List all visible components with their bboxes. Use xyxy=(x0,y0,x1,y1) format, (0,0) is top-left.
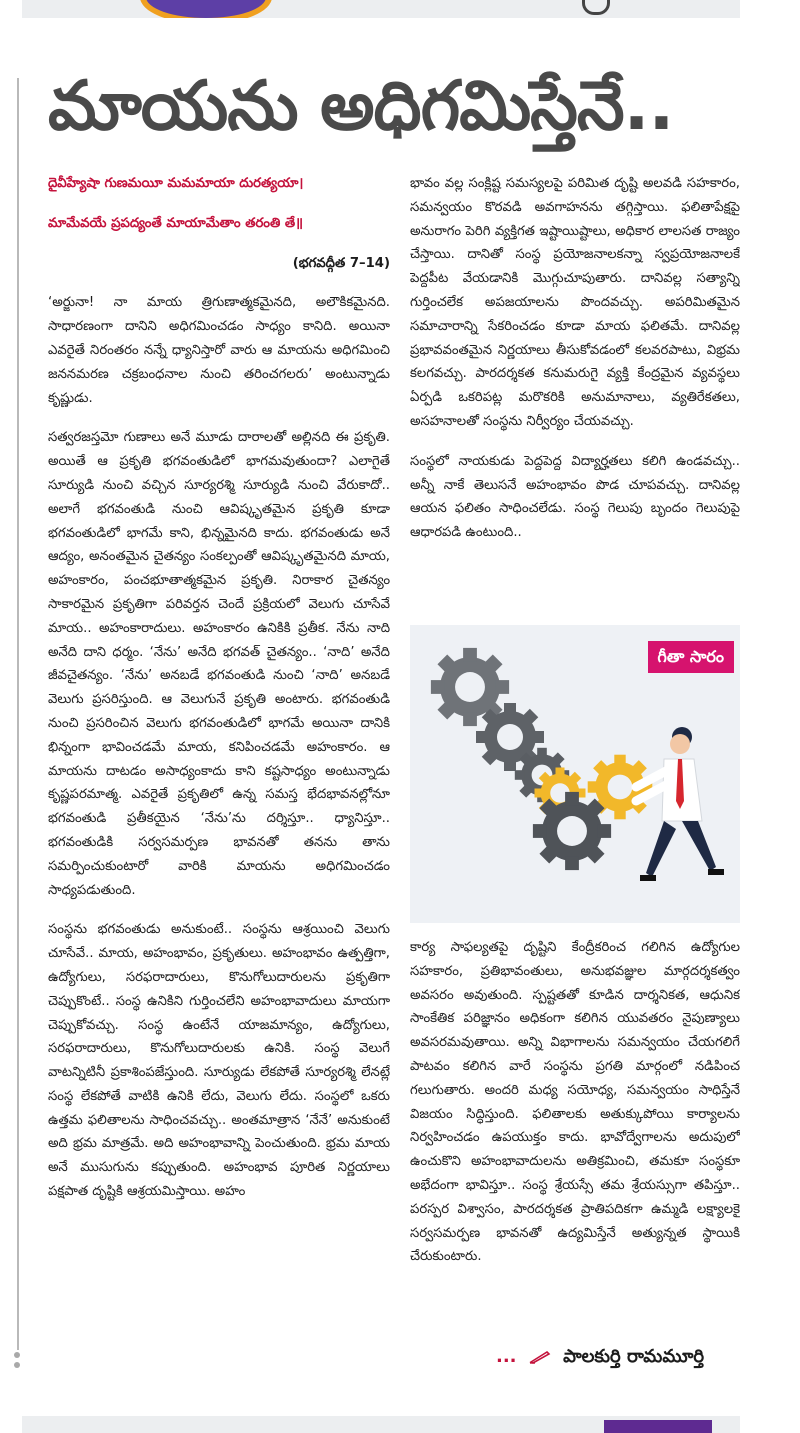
article-column-right-bottom xyxy=(410,936,740,1336)
article-headline: మాయను అధిగమిస్తేనే.. xyxy=(48,67,674,146)
bottom-section-tab xyxy=(604,1420,712,1433)
margin-dot xyxy=(14,1362,20,1368)
paragraph: కార్య సాఫల్యతపై దృష్టిని కేంద్రీకరించ గలిగిన ఉద్యోగుల సహకారం, ప్రతిభావంతులు, అనుభవజ్ఞుల మార్గదర్శకత్వం అవసరం అవుతుంది. స్పష్టతతో కూడిన దార్శనికత, ఆధునిక సాంకేతిక పరిజ్ఞానం అధికంగా కలిగిన యువతరం నైపుణ్యాలు అవసరమవుతాయి. అన్ని విభాగాలను సమన్వయం చేయగలిగే పాటవం కలిగిన వారే సంస్థను ప్రగతి మార్గంలో నడిపించ గలుగుతారు. అందరి మధ్య సయోధ్య, సమన్వయం సాధిస్తేనే విజయం సిద్ధిస్తుంది. ఫలితాలకు అతుక్కుపోయి కార్యాలను నిర్వహించడం ఉపయుక్తం కాదు. భావోద్వేగాలను అదుపులో ఉంచుకొని అహంభావాదులను అతిక్రమించి, తమకూ సంస్థకూ అభేదంగా భావిస్తూ.. సంస్థ శ్రేయస్సే తమ శ్రేయస్సుగా తపిస్తూ.. పరస్పర విశ్వాసం, పారదర్శకత ప్రాతిపదికగా ఉమ్మడి లక్ష్యాలకై సర్వసమర్పణ భావనతో ఉద్యమిస్తేనే అత్యున్నత స్థాయికి చేరుకుంటారు. xyxy=(410,940,740,1265)
paragraph: సంస్థలో నాయకుడు పెద్దపెద్ద విద్యార్హతలు కలిగి ఉండవచ్చు.. అన్నీ నాకే తెలుసనే అహంభావం పొడ చూపవచ్చు. దానివల్ల ఆయన ఫలితం సాధించలేడు. సంస్థ గెలుపు బృందం గెలుపుపై ఆధారపడి ఉంటుంది.. xyxy=(410,453,740,541)
article-column-left xyxy=(48,172,390,1372)
author-byline xyxy=(496,1340,746,1374)
verse-line: మామేవయే ప్రపద్యంతే మాయామేతాం తరంతి తే॥ xyxy=(48,215,304,231)
article-column-right-top xyxy=(410,172,740,617)
banner-logo-fragment xyxy=(140,0,272,18)
verse-line: దైవీహ్యేషా గుణమయీ మమమాయా దురత్యయా। xyxy=(48,176,304,191)
paragraph: ‘అర్జునా! నా మాయ త్రిగుణాత్మకమైనది, అలౌకికమైనది. సాధారణంగా దానిని అధిగమించడం సాధ్యం కానిది. అయినా ఎవరైతే నిరంతరం నన్నే ధ్యానిస్తారో వారు ఆ మాయను అధిగమించి జననమరణ చక్రబంధనాల నుంచి తరించగలరు’ అంటున్నాడు కృష్ణుడు. xyxy=(48,295,390,406)
left-margin-rule xyxy=(17,78,19,1350)
paragraph: సత్వరజస్తమో గుణాలు అనే మూడు దారాలతో అల్లినది ఈ ప్రకృతి. అయితే ఆ ప్రకృతి భగవంతుడిలో భాగమవుతుందా? ఎలాగైతే సూర్యుడి నుంచి వచ్చిన సూర్యరశ్మి సూర్యుడి నుంచి వేరుకాదో.. అలాగే భగవంతుడి నుంచి ఆవిష్కృతమైన ప్రకృతి కూడా భగవంతుడిలో భాగమే కాని, భిన్నమైనది కాదు. భగవంతుడు అనే ఆద్యం, అనంతమైన చైతన్యం సంకల్పంతో ఆవిష్కృతమైనది మాయ, అహంకారం, పంచభూతాత్మకమైన ప్రకృతి. నిరాకార చైతన్యం సాకారమైన ప్రకృతిగా పరివర్తన చెందే ప్రక్రియలో వెలుగు చూసేవే మాయ.. అహంకారాదులు. అహంకారం ఉనికికి ప్రతీక. నేను నాది అనేది దాని ధర్మం. ‘నేను’ అనేది భగవత్ చైతన్యం.. ‘నాది’ అనేది జీవచైతన్యం. ‘నేను’ అనబడే భగవంతుడి నుంచి ‘నాది’ అనబడే వెలుగు ప్రసరిస్తుంది. ఆ వెలుగునే ప్రకృతి అంటారు. భగవంతుడి నుంచి ప్రసరించిన వెలుగు భగవంతుడిలో భాగమే అయినా దానికి భిన్నంగా భావించడమే మాయ, కనిపించడమే అహంకారం. ఆ మాయను దాటడం అసాధ్యంకాదు కాని కష్టసాధ్యం అంటున్నాడు కృష్ణపరమాత్మ. ఎవరైతే ప్రకృతిలో ఉన్న సమస్త భేదభావనల్లోనూ భగవంతుడి ప్రతీకయైన ‘నేను’ను దర్శిస్తూ.. ధ్యానిస్తూ.. భగవంతుడికి సర్వసమర్పణ భావనతో తనను తాను సమర్పించుకుంటారో వారికి మాయను అధిగమించడం సాధ్యపడుతుంది. xyxy=(48,430,390,898)
bottom-banner-strip xyxy=(22,1416,740,1433)
gears-illustration xyxy=(410,625,740,923)
byline-dots: ... xyxy=(496,1346,517,1367)
paragraph: భావం వల్ల సంక్లిష్ట సమస్యలపై పరిమిత దృష్టి అలవడి సహకారం, సమన్వయం కొరవడి అవగాహనను తగ్గిస్తాయి. ఫలితాపేక్షపై అనురాగం పెరిగి వ్యక్తిగత ఇష్టాయిష్టాలు, అధికార లాలసత రాజ్యం చేస్తాయి. దానితో సంస్థ ప్రయోజనాలకన్నా స్వప్రయోజనాలకే పెద్దపీట వేయడానికి మొగ్గుచూపుతారు. దానివల్ల సత్యాన్ని గుర్తించలేక అపజయాలను పొందవచ్చు. అపరిమితమైన సమాచారాన్ని సేకరించడం కూడా మాయ ఫలితమే. దానివల్ల ప్రభావవంతమైన నిర్ణయాలు తీసుకోవడంలో కలవరపాటు, విభ్రమ కలగవచ్చు. పారదర్శకత కనుమరుగై వ్యక్తి కేంద్రమైన వ్యవస్థలు ఏర్పడి ఒకరిపట్ల మరొకరికి అనుమానాలు, వ్యతిరేకతలు, అసహనాలతో సంస్థను నిర్వీర్యం చేయవచ్చు. xyxy=(410,176,740,429)
top-banner-strip xyxy=(22,0,740,18)
pen-icon xyxy=(529,1350,551,1364)
gear-icon xyxy=(533,792,611,870)
paragraph: సంస్థను భగవంతుడు అనుకుంటే.. సంస్థను ఆశ్రయించి వెలుగు చూసేవే.. మాయ, అహంభావం, ప్రకృతులు. అహంభావం ఉత్పత్తిగా, ఉద్యోగులు, సరఫరాదారులు, కొనుగోలుదారులను ప్రకృతిగా చెప్పుకొంటే.. సంస్థ ఉనికిని గుర్తించలేని అహంభావాదులు మాయగా చెప్పుకోవచ్చు. సంస్థ ఉంటేనే యాజమాన్యం, ఉద్యోగులు, సరఫరాదారులు, కొనుగోలుదారులకు ఉనికి. సంస్థ వెలుగే వాటన్నిటినీ ప్రకాశింపజేస్తుంది. సూర్యుడు లేకపోతే సూర్యరశ్మి లేనట్లే సంస్థ లేకపోతే వాటికి ఉనికి లేదు, వెలుగు లేదు. సంస్థలో ఒకరు ఉత్తమ ఫలితాలను సాధించవచ్చు.. అంతమాత్రాన ‘నేనే’ అనుకుంటే అది భ్రమ మాత్రమే. అది అహంభావాన్ని పెంచుతుంది. భ్రమ మాయ అనే ముసుగును కప్పుతుంది. అహంభావ పూరిత నిర్ణయాలు పక్షపాత దృష్టికి ఆశ్రయమిస్తాయి. అహం xyxy=(48,922,390,1200)
person-figure xyxy=(636,727,724,881)
banner-glyph-fragment xyxy=(582,0,610,15)
verse-source: (భగవద్గీత 7–14) xyxy=(292,255,390,271)
author-name: పాలకుర్తి రామమూర్తి xyxy=(563,1346,705,1367)
section-badge: గీతా సారం xyxy=(648,641,734,673)
margin-dot xyxy=(14,1352,20,1358)
